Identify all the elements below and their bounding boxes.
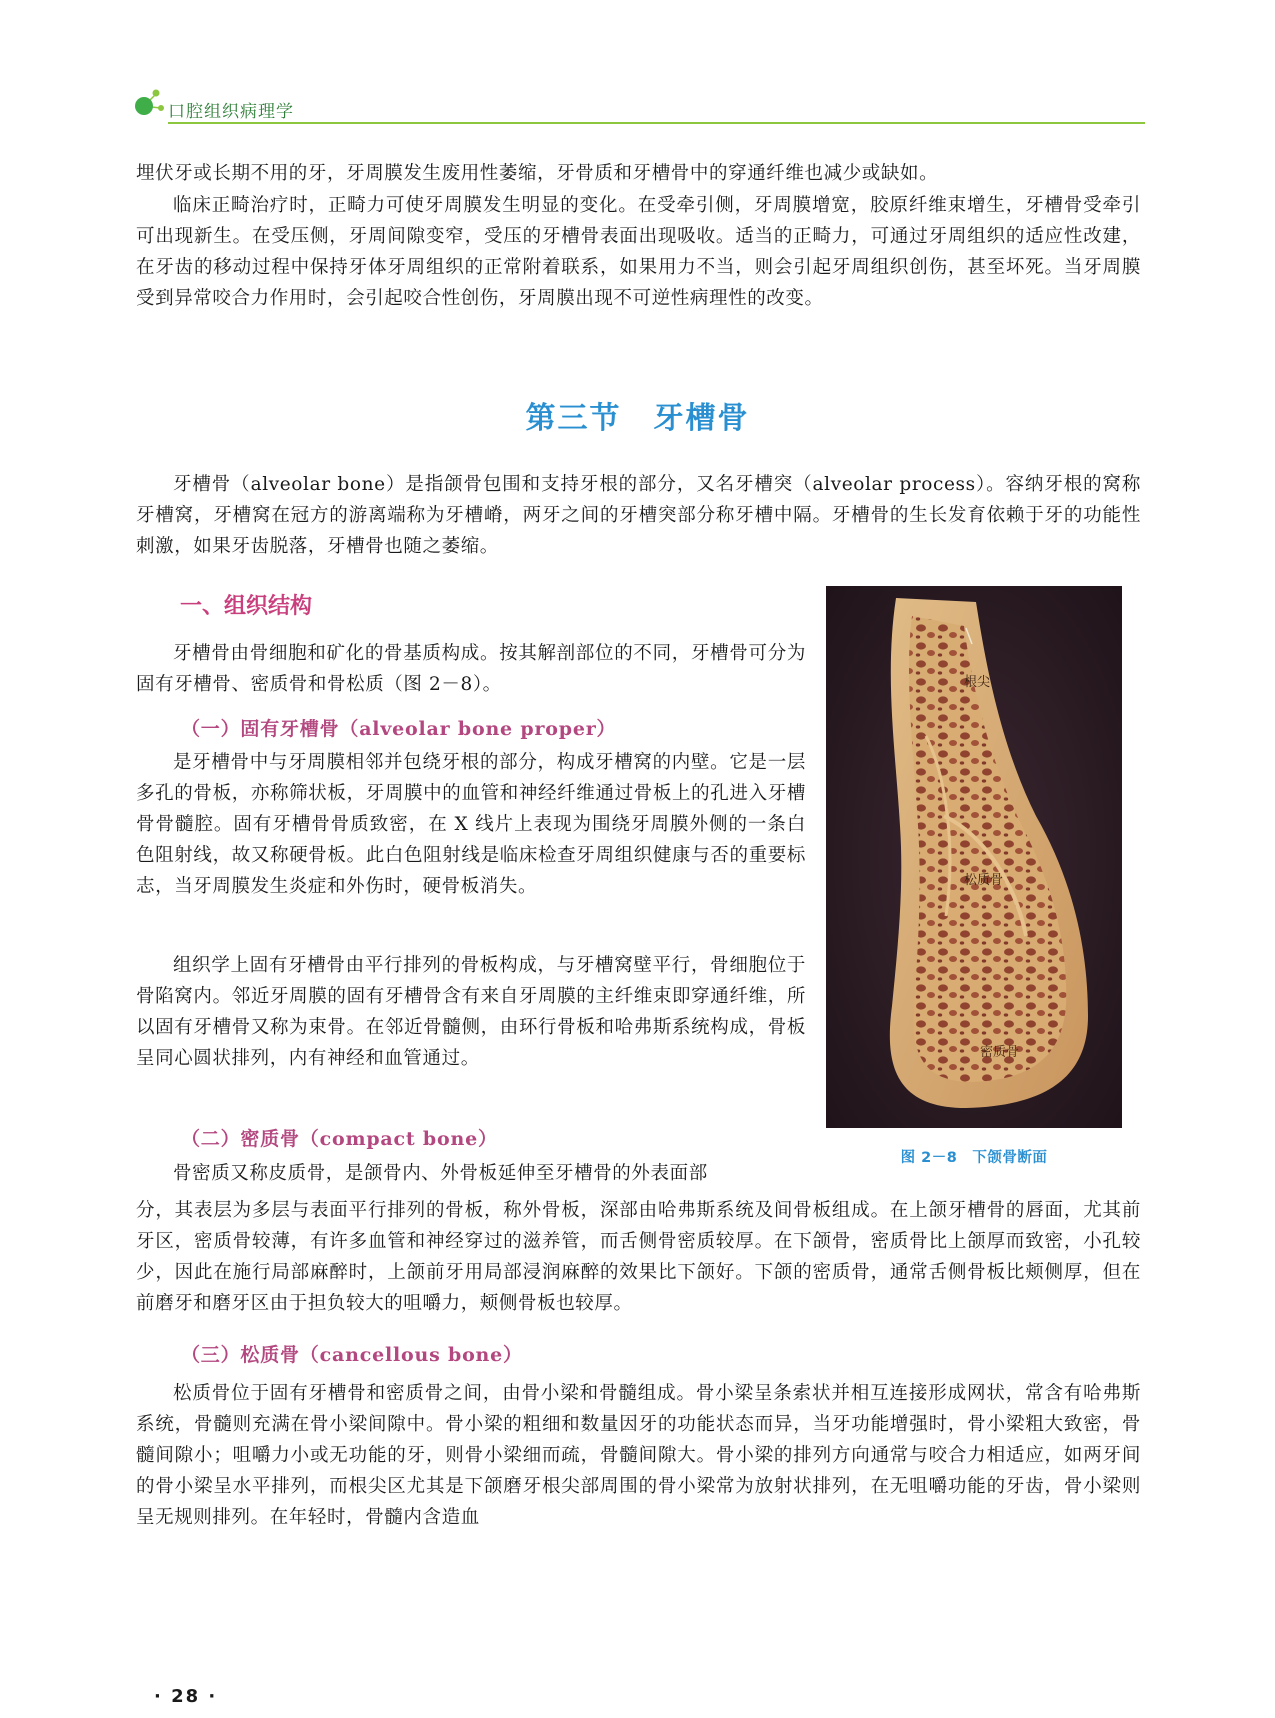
heading-compact-bone: （二）密质骨（compact bone） bbox=[181, 1128, 498, 1150]
cancellous-bone-paragraph: 松质骨位于固有牙槽骨和密质骨之间，由骨小梁和骨髓组成。骨小梁呈条索状并相互连接形成网状，常含有哈弗斯系统，骨髓则充满在骨小梁间隙中。骨小梁的粗细和数量因牙的功能状态而异，当牙功能增强时，骨小梁粗大致密，骨髓间隙小；咀嚼力小或无功能的牙，则骨小梁细而疏，骨髓间隙大。骨小梁的排列方向通常与咬合力相适应，如两牙间的骨小梁呈水平排列，而根尖区尤其是下颌磨牙根尖部周围的骨小梁常为放射状排列，在无咀嚼功能的牙齿，骨小梁则呈无规则排列。在年轻时，骨髓内含造血 bbox=[136, 1383, 1141, 1528]
mandible-section-figure bbox=[826, 586, 1122, 1128]
intro-paragraph-2: 临床正畸治疗时，正畸力可使牙周膜发生明显的变化。在受牵引侧，牙周膜增宽，胶原纤维束增生，牙槽骨受牵引可出现新生。在受压侧，牙周间隙变窄，受压的牙槽骨表面出现吸收。适当的正畸力，可通过牙周组织的适应性改建，在牙齿的移动过程中保持牙体牙周组织的正常附着联系，如果用力不当，则会引起牙周组织创伤，甚至坏死。当牙周膜受到异常咬合力作用时，会引起咬合性创伤，牙周膜出现不可逆性病理性的改变。 bbox=[136, 195, 1141, 309]
page-number: · 28 · bbox=[154, 1686, 218, 1707]
section-intro-paragraph: 牙槽骨（alveolar bone）是指颌骨包围和支持牙根的部分，又名牙槽突（alveolar process）。容纳牙根的窝称牙槽窝，牙槽窝在冠方的游离端称为牙槽嵴，两牙之间的牙槽突部分称牙槽中隔。牙槽骨的生长发育依赖于牙的功能性刺激，如果牙齿脱落，牙槽骨也随之萎缩。 bbox=[136, 474, 1141, 557]
molecule-logo-icon bbox=[130, 86, 166, 122]
intro-paragraph-1: 埋伏牙或长期不用的牙，牙周膜发生废用性萎缩，牙骨质和牙槽骨中的穿通纤维也减少或缺如。 bbox=[136, 163, 939, 184]
heading-alveolar-bone-proper: （一）固有牙槽骨（alveolar bone proper） bbox=[181, 718, 617, 740]
alveolar-bone-proper-paragraph-2: 组织学上固有牙槽骨由平行排列的骨板构成，与牙槽窝壁平行，骨细胞位于骨陷窝内。邻近牙周膜的固有牙槽骨含有来自牙周膜的主纤维束即穿通纤维，所以固有牙槽骨又称为束骨。在邻近骨髓侧，由环行骨板和哈弗斯系统构成，骨板呈同心圆状排列，内有神经和血管通过。 bbox=[136, 955, 806, 1069]
structure-paragraph: 牙槽骨由骨细胞和矿化的骨基质构成。按其解剖部位的不同，牙槽骨可分为固有牙槽骨、密质骨和骨松质（图 2－8）。 bbox=[136, 643, 806, 695]
heading-cancellous-bone: （三）松质骨（cancellous bone） bbox=[181, 1344, 523, 1366]
alveolar-bone-proper-paragraph-1: 是牙槽骨中与牙周膜相邻并包绕牙根的部分，构成牙槽窝的内壁。它是一层多孔的骨板，亦称筛状板，牙周膜中的血管和神经纤维通过骨板上的孔进入牙槽骨骨髓腔。固有牙槽骨骨质致密，在 X 线片上表现为围绕牙周膜外侧的一条白色阻射线，故又称硬骨板。此白色阻射线是临床检查牙周组织健康与否的重要标志，当牙周膜发生炎症和外伤时，硬骨板消失。 bbox=[136, 752, 806, 897]
book-title: 口腔组织病理学 bbox=[168, 102, 294, 122]
header-rule bbox=[168, 122, 1145, 124]
heading-tissue-structure: 一、组织结构 bbox=[180, 594, 313, 619]
compact-bone-paragraph-cont: 分，其表层为多层与表面平行排列的骨板，称外骨板，深部由哈弗斯系统及间骨板组成。在上颌牙槽骨的唇面，尤其前牙区，密质骨较薄，有许多血管和神经穿过的滋养管，而舌侧骨密质较厚。在下颌骨，密质骨比上颌厚而致密，小孔较少，因此在施行局部麻醉时，上颌前牙用局部浸润麻醉的效果比下颌好。下颌的密质骨，通常舌侧骨板比颊侧厚，但在前磨牙和磨牙区由于担负较大的咀嚼力，颊侧骨板也较厚。 bbox=[136, 1200, 1141, 1314]
mandible-cross-section-image bbox=[826, 586, 1122, 1128]
section-title: 第三节 牙槽骨 bbox=[525, 401, 750, 436]
figure-caption: 图 2－8 下颌骨断面 bbox=[900, 1150, 1048, 1166]
figure-label-compact: 密质骨 bbox=[980, 1045, 1020, 1060]
running-header bbox=[130, 86, 1145, 128]
compact-bone-paragraph-start: 骨密质又称皮质骨，是颌骨内、外骨板延伸至牙槽骨的外表面部 bbox=[173, 1163, 708, 1184]
figure-label-apex: 根尖 bbox=[964, 675, 991, 690]
figure-label-cancellous: 松质骨 bbox=[964, 873, 1004, 888]
